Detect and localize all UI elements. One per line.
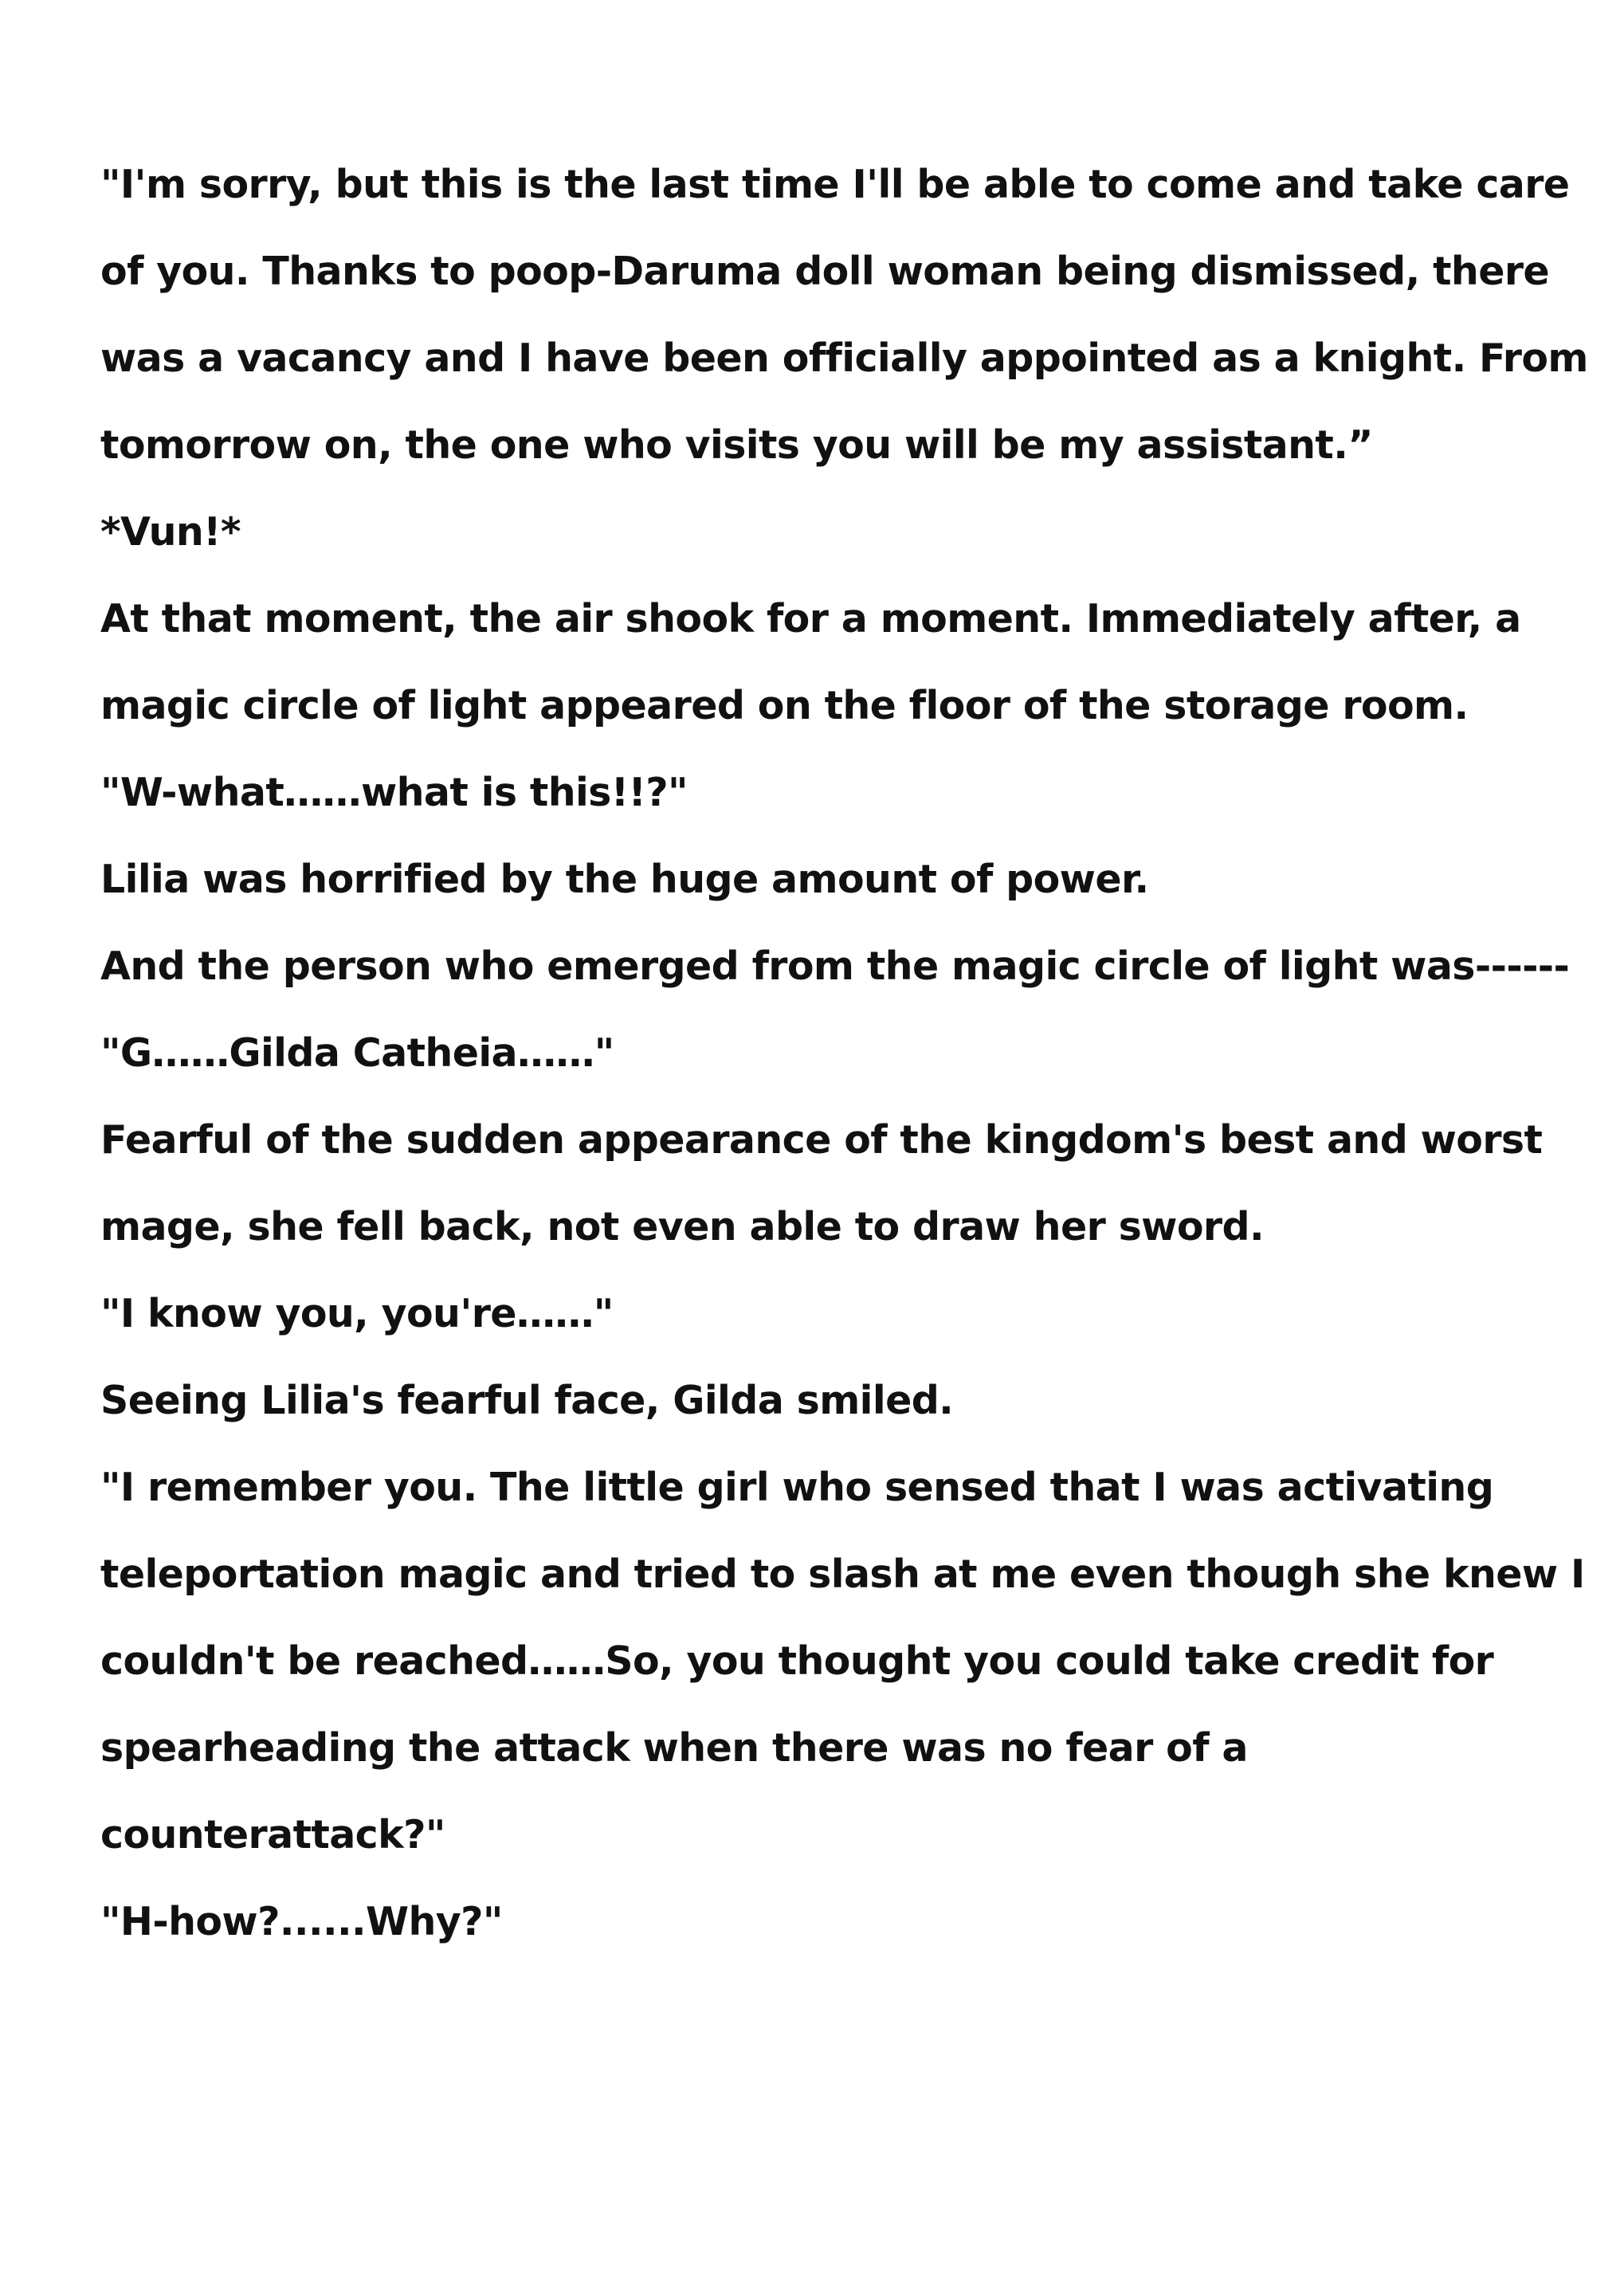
text-line: Fearful of the sudden appearance of the kingdom's best and worst (100, 1117, 1543, 1163)
text-line: And the person who emerged from the magic circle of light was------ (100, 944, 1570, 989)
text-line: Lilia was horrified by the huge amount of power. (100, 857, 1149, 902)
text-line: "W-what……what is this!!?" (100, 770, 688, 815)
text-line: counterattack?" (100, 1812, 445, 1858)
text-line: spearheading the attack when there was no fear of a (100, 1725, 1248, 1771)
text-line: "I'm sorry, but this is the last time I'll be able to come and take care (100, 162, 1570, 207)
text-line: tomorrow on, the one who visits you will be my assistant.” (100, 422, 1373, 468)
text-line: "H-how?......Why?" (100, 1899, 503, 1944)
story-text (100, 145, 1614, 1969)
text-line: mage, she fell back, not even able to draw her sword. (100, 1204, 1264, 1250)
text-line: "G……Gilda Catheia……" (100, 1030, 614, 1076)
text-line: "I know you, you're……" (100, 1291, 614, 1336)
text-line: At that moment, the air shook for a moment. Immediately after, a (100, 596, 1521, 641)
text-line: of you. Thanks to poop-Daruma doll woman being dismissed, there (100, 249, 1550, 294)
text-line: teleportation magic and tried to slash at me even though she knew I (100, 1552, 1585, 1597)
text-line: *Vun!* (100, 509, 241, 555)
text-line: magic circle of light appeared on the floor of the storage room. (100, 683, 1469, 728)
text-line: "I remember you. The little girl who sensed that I was activating (100, 1465, 1494, 1510)
text-line: was a vacancy and I have been officially appointed as a knight. From (100, 335, 1588, 381)
text-line: Seeing Lilia's fearful face, Gilda smiled. (100, 1378, 954, 1423)
text-line: couldn't be reached……So, you thought you could take credit for (100, 1638, 1494, 1684)
